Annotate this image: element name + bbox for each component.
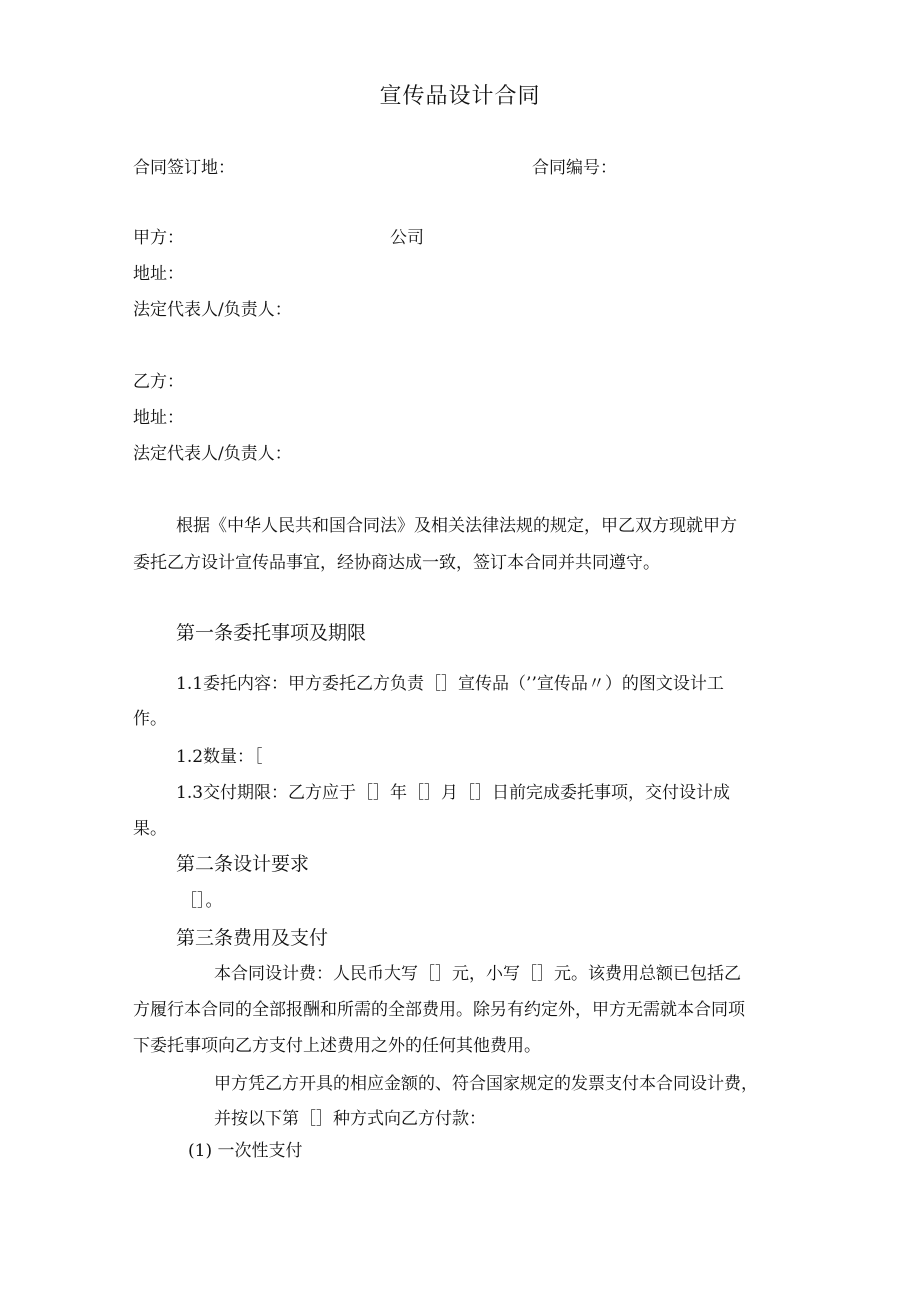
article-1-item-3-line-2: 果。 (133, 819, 167, 839)
party-b-representative-label: 法定代表人/负责人： (133, 444, 292, 464)
article-2-heading: 第二条设计要求 (176, 853, 310, 875)
party-b-address-label: 地址： (133, 408, 184, 428)
article-3-para-1-line-3: 下委托事项向乙方支付上述费用之外的任何其他费用。 (133, 1036, 541, 1056)
article-3-payment-option-1: (1) 一次性支付 (188, 1141, 303, 1161)
article-1-item-1-line-2: 作。 (133, 709, 167, 729)
party-a-representative-label: 法定代表人/负责人： (133, 300, 292, 320)
article-3-para-1-line-2: 方履行本合同的全部报酬和所需的全部费用。除另有约定外，甲方无需就本合同项 (133, 1000, 745, 1020)
page-title: 宣传品设计合同 (379, 84, 541, 109)
signing-place-label: 合同签订地： (133, 158, 235, 178)
article-1-item-1-line-1: 1.1委托内容：甲方委托乙方负责［］宣传品（’’宣传品〃）的图文设计工 (176, 674, 724, 694)
article-3-para-2-line-1: 甲方凭乙方开具的相应金额的、符合国家规定的发票支付本合同设计费， (214, 1074, 758, 1094)
party-a-company-suffix: 公司 (390, 228, 424, 248)
article-1-item-3-line-1: 1.3交付期限：乙方应于［］年［］月［］日前完成委托事项，交付设计成 (176, 783, 731, 803)
party-b-label: 乙方： (133, 372, 184, 392)
party-a-address-label: 地址： (133, 264, 184, 284)
party-a-label: 甲方： (133, 228, 184, 248)
preamble-line-1: 根据《中华人民共和国合同法》及相关法律法规的规定，甲乙双方现就甲方 (176, 516, 737, 536)
article-2-body: ［］。 (180, 891, 223, 911)
article-3-para-2-line-2: 并按以下第［］种方式向乙方付款： (214, 1109, 486, 1129)
article-1-heading: 第一条委托事项及期限 (176, 622, 367, 644)
article-3-para-1-line-1: 本合同设计费：人民币大写［］元，小写［］元。该费用总额已包括乙 (214, 964, 741, 984)
contract-number-label: 合同编号： (532, 158, 617, 178)
preamble-line-2: 委托乙方设计宣传品事宜，经协商达成一致，签订本合同并共同遵守。 (133, 553, 660, 573)
article-1-item-2: 1.2数量：［ (176, 747, 263, 767)
article-3-heading: 第三条费用及支付 (176, 927, 329, 949)
